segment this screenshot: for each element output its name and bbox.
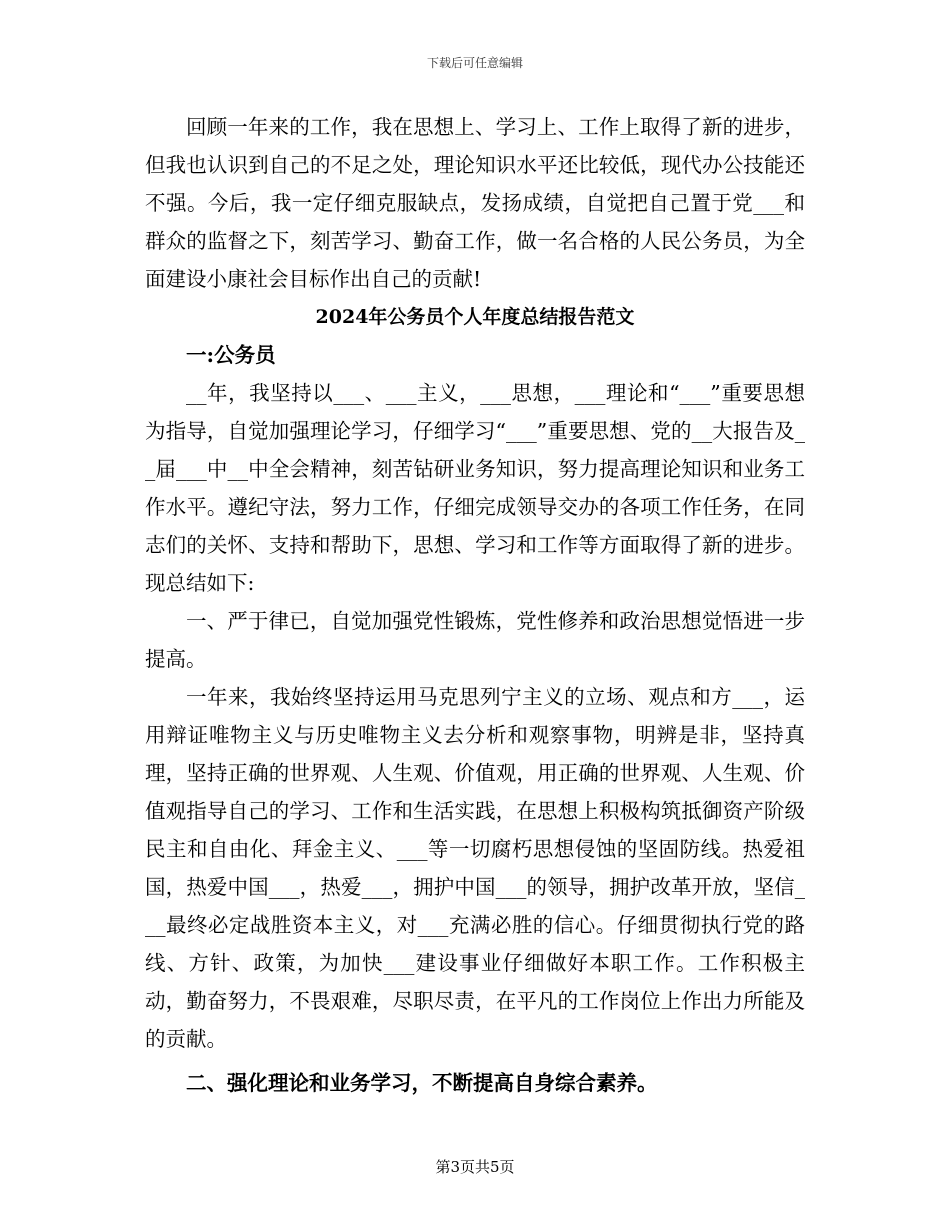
document-body — [145, 108, 805, 1102]
page-footer: 第3页共5页 — [435, 1158, 515, 1176]
body-paragraph-2: 一、严于律已，自觉加强党性锻炼，党性修养和政治思想觉悟进一步提高。 — [145, 609, 805, 671]
intro-paragraph: 回顾一年来的工作，我在思想上、学习上、工作上取得了新的进步，但我也认识到自己的不足之处，理论知识水平还比较低，现代办公技能还不强。今后，我一定仔细克服缺点，发扬成绩，自觉把自己置于党___和群众的监督之下，刻苦学习、勤奋工作，做一名合格的人民公务员，为全面建设小康社会目标作出自己的贡献! — [145, 115, 805, 291]
subheading: 二、强化理论和业务学习，不断提高自身综合素养。 — [186, 1071, 658, 1095]
header-note: 下载后可任意编辑 — [426, 56, 523, 70]
body-paragraph-1: __年，我坚持以___、___主义，___思想，___理论和“___”重要思想为指导，自觉加强理论学习，仔细学习“___”重要思想、党的__大报告及__届___中__中全会精神，刻苦钻研业务知识，努力提高理论知识和业务工作水平。遵纪守法，努力工作，仔细完成领导交办的各项工作任务，在同志们的关怀、支持和帮助下，思想、学习和工作等方面取得了新的进步。现总结如下: — [145, 381, 805, 595]
body-paragraph-3: 一年来，我始终坚持运用马克思列宁主义的立场、观点和方___，运用辩证唯物主义与历史唯物主义去分析和观察事物，明辨是非，坚持真理，坚持正确的世界观、人生观、价值观，用正确的世界观、人生观、价值观指导自己的学习、工作和生活实践，在思想上积极构筑抵御资产阶级民主和自由化、拜金主义、___等一切腐朽思想侵蚀的坚固防线。热爱祖国，热爱中国___，热爱___，拥护中国___的领导，拥护改革开放，坚信___最终必定战胜资本主义，对___充满必胜的信心。仔细贯彻执行党的路线、方针、政策，为加快___建设事业仔细做好本职工作。工作积极主动，勤奋努力，不畏艰难，尽职尽责，在平凡的工作岗位上作出力所能及的贡献。 — [145, 685, 805, 1051]
document-title: 2024年公务员个人年度总结报告范文 — [315, 306, 635, 328]
section-heading: 一:公务员 — [186, 343, 276, 367]
